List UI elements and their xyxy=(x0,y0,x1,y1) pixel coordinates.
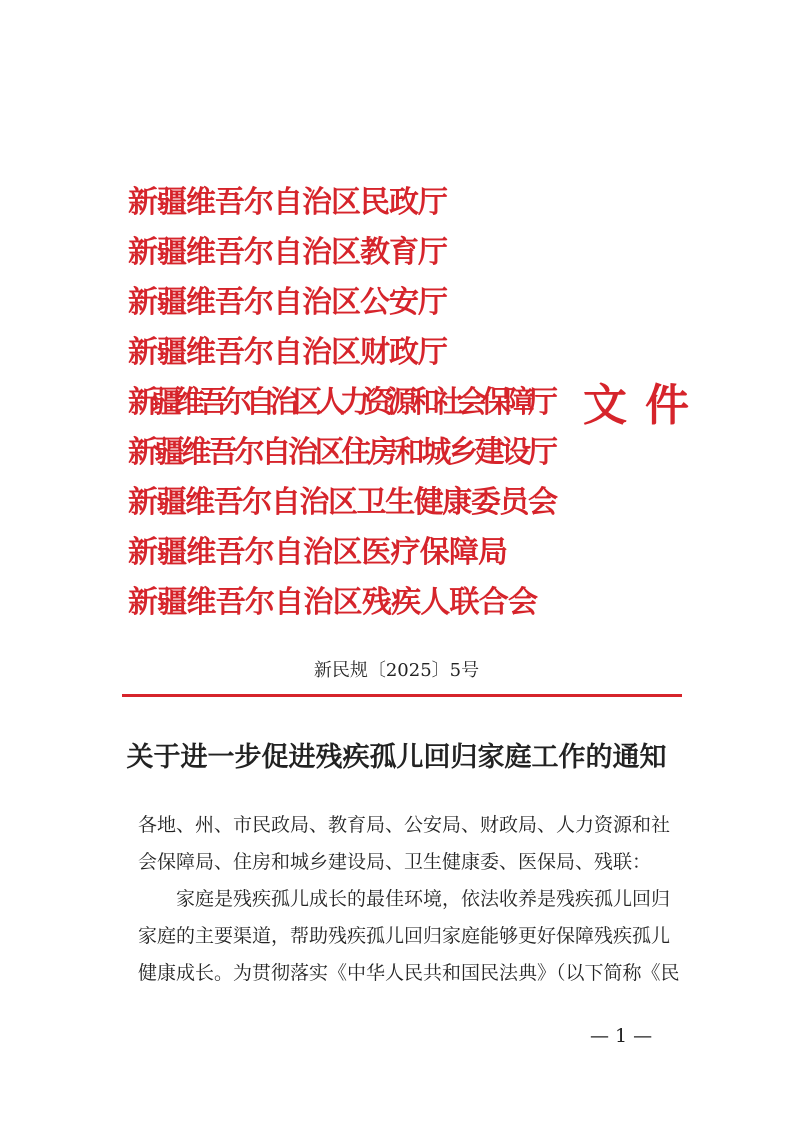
body-line: 家庭的主要渠道，帮助残疾孤儿回归家庭能够更好保障残疾孤儿 xyxy=(138,925,671,947)
document-number: 新民规〔2025〕5号 xyxy=(313,660,480,681)
issuer-name: 新疆维吾尔自治区教育厅 xyxy=(128,235,447,270)
issuer-name: 新疆维吾尔自治区卫生健康委员会 xyxy=(128,485,557,520)
red-divider-line xyxy=(122,694,682,697)
issuing-authorities xyxy=(128,178,568,628)
issuer-name: 新疆维吾尔自治区住房和城乡建设厅 xyxy=(128,435,555,470)
page-number: — 1 — xyxy=(590,1025,653,1047)
issuer-name: 新疆维吾尔自治区人力资源和社会保障厅 xyxy=(128,385,552,420)
issuer-name: 新疆维吾尔自治区民政厅 xyxy=(128,185,447,220)
body-text xyxy=(138,807,678,992)
body-line: 家庭是残疾孤儿成长的最佳环境，依法收养是残疾孤儿回归 xyxy=(138,888,671,910)
body-line: 健康成长。为贯彻落实《中华人民共和国民法典》（以下简称《民 xyxy=(138,962,680,984)
document-type-label: 文件 xyxy=(583,380,707,431)
issuer-name: 新疆维吾尔自治区残疾人联合会 xyxy=(128,585,538,620)
issuer-name: 新疆维吾尔自治区医疗保障局 xyxy=(128,535,508,570)
document-title: 关于进一步促进残疾孤儿回归家庭工作的通知 xyxy=(126,742,667,773)
issuer-name: 新疆维吾尔自治区财政厅 xyxy=(128,335,447,370)
body-line: 各地、州、市民政局、教育局、公安局、财政局、人力资源和社 xyxy=(138,814,671,836)
issuer-name: 新疆维吾尔自治区公安厅 xyxy=(128,285,447,320)
body-line: 会保障局、住房和城乡建设局、卫生健康委、医保局、残联： xyxy=(138,851,652,873)
